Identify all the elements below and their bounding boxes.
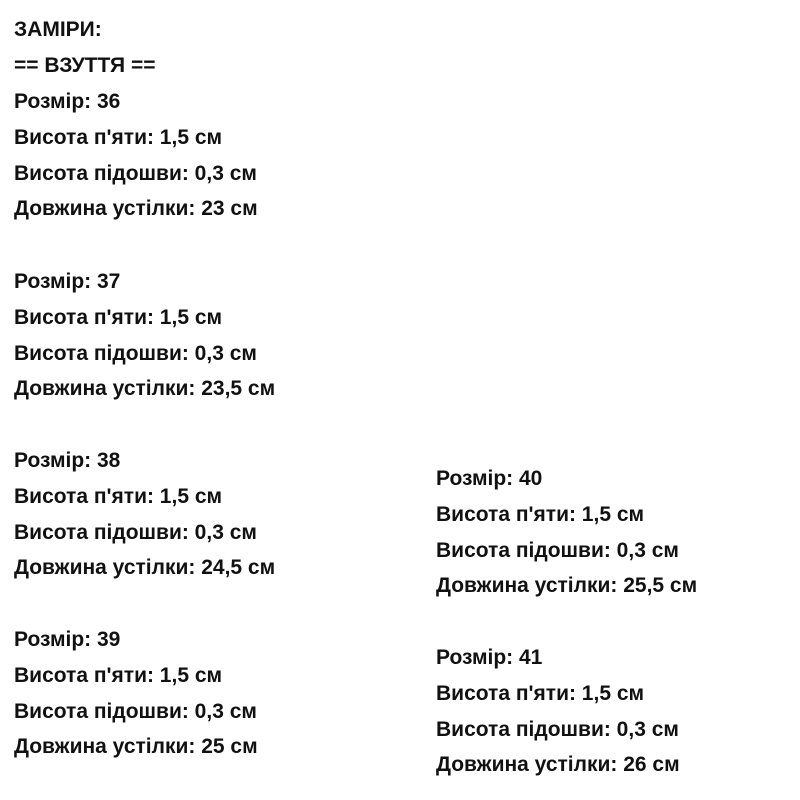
size-label: Розмір: 37 (14, 270, 121, 293)
insole-length: Довжина устілки: 23 см (14, 197, 258, 221)
sole-height: Висота підошви: 0,3 см (14, 341, 257, 365)
insole-length: Довжина устілки: 25,5 см (436, 574, 698, 598)
size-block-39 (14, 622, 258, 765)
insole-length: Довжина устілки: 25 см (14, 735, 258, 759)
size-label: Розмір: 41 (436, 646, 543, 669)
sole-height: Висота підошви: 0,3 см (14, 161, 257, 185)
insole-length: Довжина устілки: 26 см (436, 753, 680, 777)
heel-height: Висота п'яти: 1,5 см (14, 484, 223, 508)
insole-length: Довжина устілки: 24,5 см (14, 556, 276, 580)
size-label: Розмір: 39 (14, 628, 121, 651)
sole-height: Висота підошви: 0,3 см (436, 538, 679, 562)
section-heading-footwear: == ВЗУТТЯ == (14, 53, 156, 77)
insole-length: Довжина устілки: 23,5 см (14, 377, 276, 401)
measurements-header (14, 12, 156, 84)
heel-height: Висота п'яти: 1,5 см (14, 663, 223, 687)
heel-height: Висота п'яти: 1,5 см (14, 305, 223, 329)
size-block-36 (14, 84, 258, 227)
size-block-41 (436, 640, 680, 783)
page-title: ЗАМІРИ: (14, 18, 102, 41)
sole-height: Висота підошви: 0,3 см (436, 717, 679, 741)
size-block-40 (436, 461, 697, 604)
size-label: Розмір: 36 (14, 90, 121, 113)
heel-height: Висота п'яти: 1,5 см (436, 502, 645, 526)
sole-height: Висота підошви: 0,3 см (14, 520, 257, 544)
size-block-38 (14, 443, 275, 586)
size-label: Розмір: 38 (14, 449, 121, 472)
heel-height: Висота п'яти: 1,5 см (436, 681, 645, 705)
sole-height: Висота підошви: 0,3 см (14, 699, 257, 723)
size-label: Розмір: 40 (436, 467, 543, 490)
size-block-37 (14, 264, 275, 407)
heel-height: Висота п'яти: 1,5 см (14, 125, 223, 149)
